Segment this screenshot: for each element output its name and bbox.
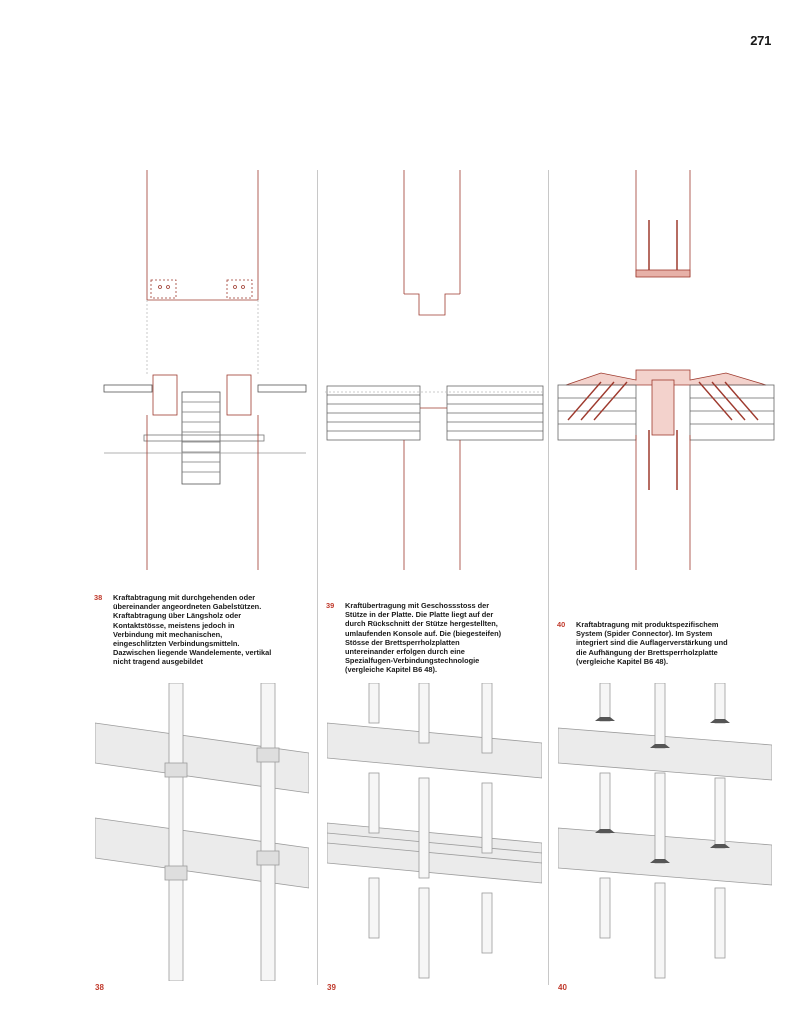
axonometric-render-38 bbox=[95, 683, 309, 981]
figure-caption-39 bbox=[326, 601, 505, 675]
render-label-39: 39 bbox=[327, 983, 336, 992]
render-label-38: 38 bbox=[95, 983, 104, 992]
detail-drawing-40 bbox=[556, 170, 776, 580]
caption-text: Kraftübertragung mit Geschossstoss der Stütze in der Platte. Die Platte liegt auf der durch Rückschnitt der Stütze hergestellten, umlaufenden Konsole auf. Die (biegesteifen) Stösse der Brettsperrholzplatten untereinander erfolgen durch eine Spezialfugen-Verbindungstechnologie (vergleiche Kapitel B6 48). bbox=[345, 601, 502, 675]
column-divider bbox=[548, 170, 549, 985]
detail-drawing-39 bbox=[325, 170, 545, 580]
figure-caption-38 bbox=[94, 593, 273, 667]
axonometric-render-40 bbox=[558, 683, 772, 981]
figure-number: 39 bbox=[326, 601, 335, 610]
page-number: 271 bbox=[750, 33, 771, 48]
detail-drawing-38 bbox=[100, 170, 310, 580]
caption-text: Kraftabtragung mit produktspezifischem System (Spider Connector). Im System integriert sind die Auflagerverstärkung und die Aufhängung der Brettsperrholzplatte (vergleiche Kapitel B6 48). bbox=[576, 620, 728, 666]
figure-caption-40 bbox=[557, 620, 736, 666]
caption-text: Kraftabtragung mit durchgehenden oder übereinander angeordneten Gabelstützen. Kraftabtragung über Längsholz oder Kontaktstösse, meistens jedoch in Verbindung mit mechanischen, eingeschlitzten Verbindungsmitteln. Dazwischen liegende Wandelemente, vertikal nicht tragend ausgebildet bbox=[113, 593, 272, 667]
figure-number: 40 bbox=[557, 620, 566, 629]
render-label-40: 40 bbox=[558, 983, 567, 992]
axonometric-render-39 bbox=[327, 683, 542, 981]
column-divider bbox=[317, 170, 318, 985]
figure-number: 38 bbox=[94, 593, 103, 602]
